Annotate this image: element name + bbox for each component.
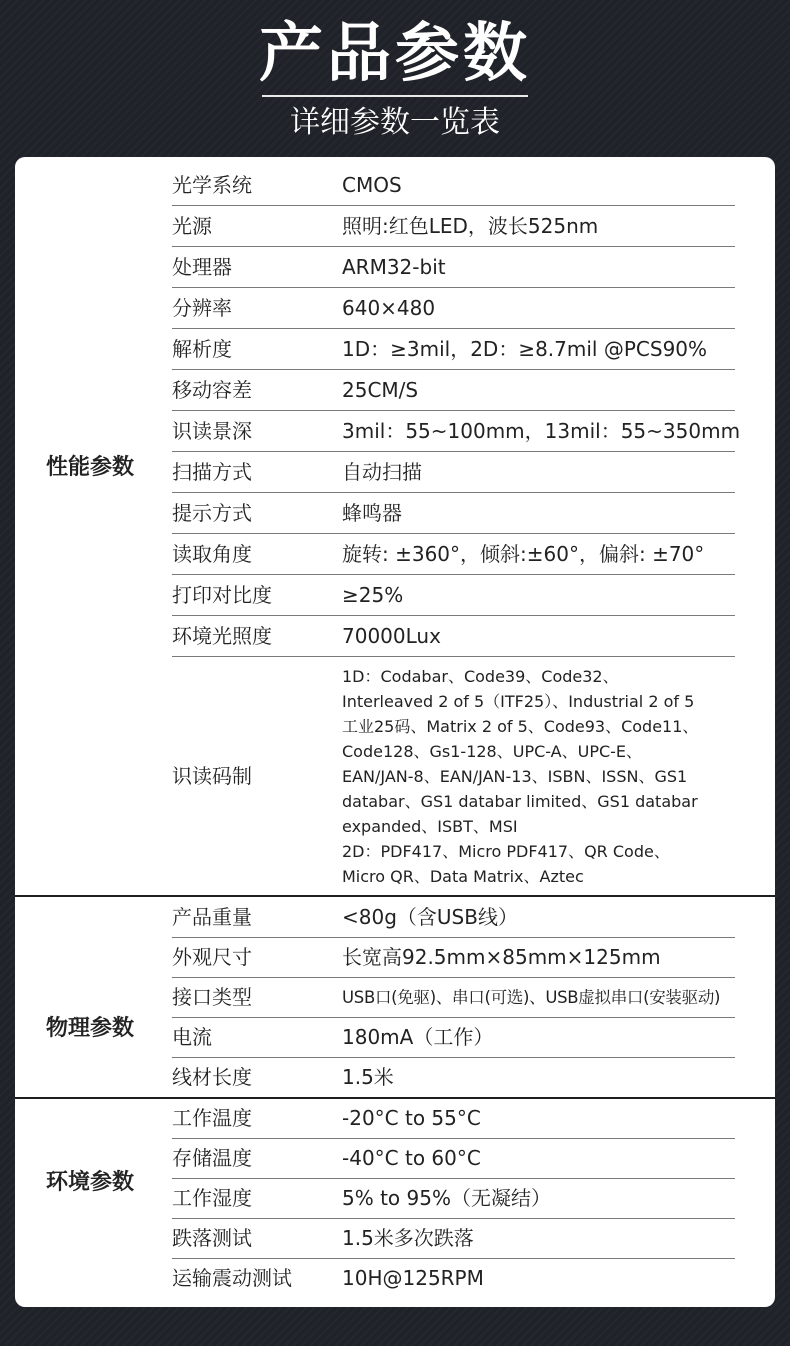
row-value: 180mA（工作） xyxy=(342,1025,494,1049)
table-row xyxy=(172,329,735,370)
table-row xyxy=(172,1259,735,1298)
row-key: 移动容差 xyxy=(172,378,252,402)
symbology-line: EAN/JAN-8、EAN/JAN-13、ISBN、ISSN、GS1 xyxy=(342,767,688,786)
table-row xyxy=(172,165,735,206)
table-row xyxy=(172,938,735,978)
symbology-line: Interleaved 2 of 5（ITF25）、Industrial 2 of 5 xyxy=(342,692,695,711)
symbology-line: Code128、Gs1-128、UPC-A、UPC-E、 xyxy=(342,742,643,761)
section-label-physical: 物理参数 xyxy=(45,1016,134,1041)
row-value: -20°C to 55°C xyxy=(342,1106,481,1130)
table-row xyxy=(172,411,741,452)
row-key: 光学系统 xyxy=(172,173,252,197)
page-title: 产品参数 xyxy=(259,17,531,91)
row-value: -40°C to 60°C xyxy=(342,1146,481,1170)
table-row xyxy=(172,616,735,657)
row-key: 识读景深 xyxy=(172,419,252,443)
section-label-performance: 性能参数 xyxy=(45,455,134,480)
row-value: 5% to 95%（无凝结） xyxy=(342,1186,551,1210)
row-value: 25CM/S xyxy=(342,378,419,402)
row-key: 光源 xyxy=(172,214,212,238)
row-value: 1D：≥3mil，2D：≥8.7mil @PCS90% xyxy=(342,337,708,361)
symbology-line: databar、GS1 databar limited、GS1 databar xyxy=(342,792,698,811)
section-physical xyxy=(15,897,775,1097)
row-value: 长宽高92.5mm×85mm×125mm xyxy=(342,945,661,969)
row-value: 旋转: ±360°，倾斜:±60°，偏斜: ±70° xyxy=(342,542,705,566)
row-value: 640×480 xyxy=(342,296,436,320)
row-value: 照明:红色LED，波长525nm xyxy=(342,214,599,238)
table-row xyxy=(172,493,735,534)
table-row xyxy=(172,897,735,938)
row-key: 产品重量 xyxy=(172,905,252,929)
row-key: 环境光照度 xyxy=(172,624,272,648)
row-key: 解析度 xyxy=(172,337,232,361)
row-value: 自动扫描 xyxy=(342,460,422,484)
row-key: 运输震动测试 xyxy=(172,1266,292,1290)
row-value: <80g（含USB线） xyxy=(342,905,518,929)
section-performance xyxy=(15,157,775,895)
table-row xyxy=(172,1018,735,1058)
table-row xyxy=(172,575,735,616)
row-key: 提示方式 xyxy=(172,501,252,525)
symbology-list xyxy=(342,664,742,889)
title-divider xyxy=(262,95,528,97)
symbology-line: 2D：PDF417、Micro PDF417、QR Code、 xyxy=(342,842,670,861)
row-key: 分辨率 xyxy=(172,296,232,320)
row-key: 扫描方式 xyxy=(172,460,252,484)
row-key: 跌落测试 xyxy=(172,1226,252,1250)
spec-table-card xyxy=(15,157,775,1307)
table-row xyxy=(172,247,735,288)
section-label-environment: 环境参数 xyxy=(45,1170,134,1195)
row-key: 接口类型 xyxy=(172,985,252,1009)
row-value: 1.5米 xyxy=(342,1065,394,1089)
table-row xyxy=(172,370,735,411)
table-row xyxy=(172,206,735,247)
row-value: USB口(免驱)、串口(可选)、USB虚拟串口(安装驱动) xyxy=(342,988,721,1007)
table-row xyxy=(172,1099,735,1139)
row-value: 1.5米多次跌落 xyxy=(342,1226,474,1250)
row-value: 3mil：55~100mm，13mil：55~350mm xyxy=(342,419,741,443)
row-value: CMOS xyxy=(342,173,402,197)
row-key: 打印对比度 xyxy=(172,583,272,607)
table-row xyxy=(172,452,735,493)
row-key: 识读码制 xyxy=(172,764,252,788)
table-row-symbologies xyxy=(172,657,735,895)
row-key: 工作温度 xyxy=(172,1106,252,1130)
table-row xyxy=(172,1058,735,1097)
row-value: 70000Lux xyxy=(342,624,441,648)
row-value: 蜂鸣器 xyxy=(342,501,402,525)
row-key: 存储温度 xyxy=(172,1146,252,1170)
row-key: 外观尺寸 xyxy=(172,945,252,969)
row-key: 读取角度 xyxy=(172,542,252,566)
row-key: 处理器 xyxy=(172,255,232,279)
symbology-line: 1D：Codabar、Code39、Code32、 xyxy=(342,667,619,686)
row-key: 电流 xyxy=(172,1025,212,1049)
page-subtitle: 详细参数一览表 xyxy=(290,105,500,140)
row-value: ARM32-bit xyxy=(342,255,446,279)
table-row xyxy=(172,1179,735,1219)
symbology-line: expanded、ISBT、MSI xyxy=(342,817,518,836)
symbology-line: Micro QR、Data Matrix、Aztec xyxy=(342,867,584,886)
section-environment xyxy=(15,1099,775,1307)
table-row xyxy=(172,1219,735,1259)
row-value: ≥25% xyxy=(342,583,404,607)
row-value: 10H@125RPM xyxy=(342,1266,484,1290)
table-row xyxy=(172,288,735,329)
row-key: 工作湿度 xyxy=(172,1186,252,1210)
table-row xyxy=(172,978,735,1018)
table-row xyxy=(172,534,735,575)
row-key: 线材长度 xyxy=(172,1065,252,1089)
symbology-line: 工业25码、Matrix 2 of 5、Code93、Code11、 xyxy=(342,717,699,736)
table-row xyxy=(172,1139,735,1179)
